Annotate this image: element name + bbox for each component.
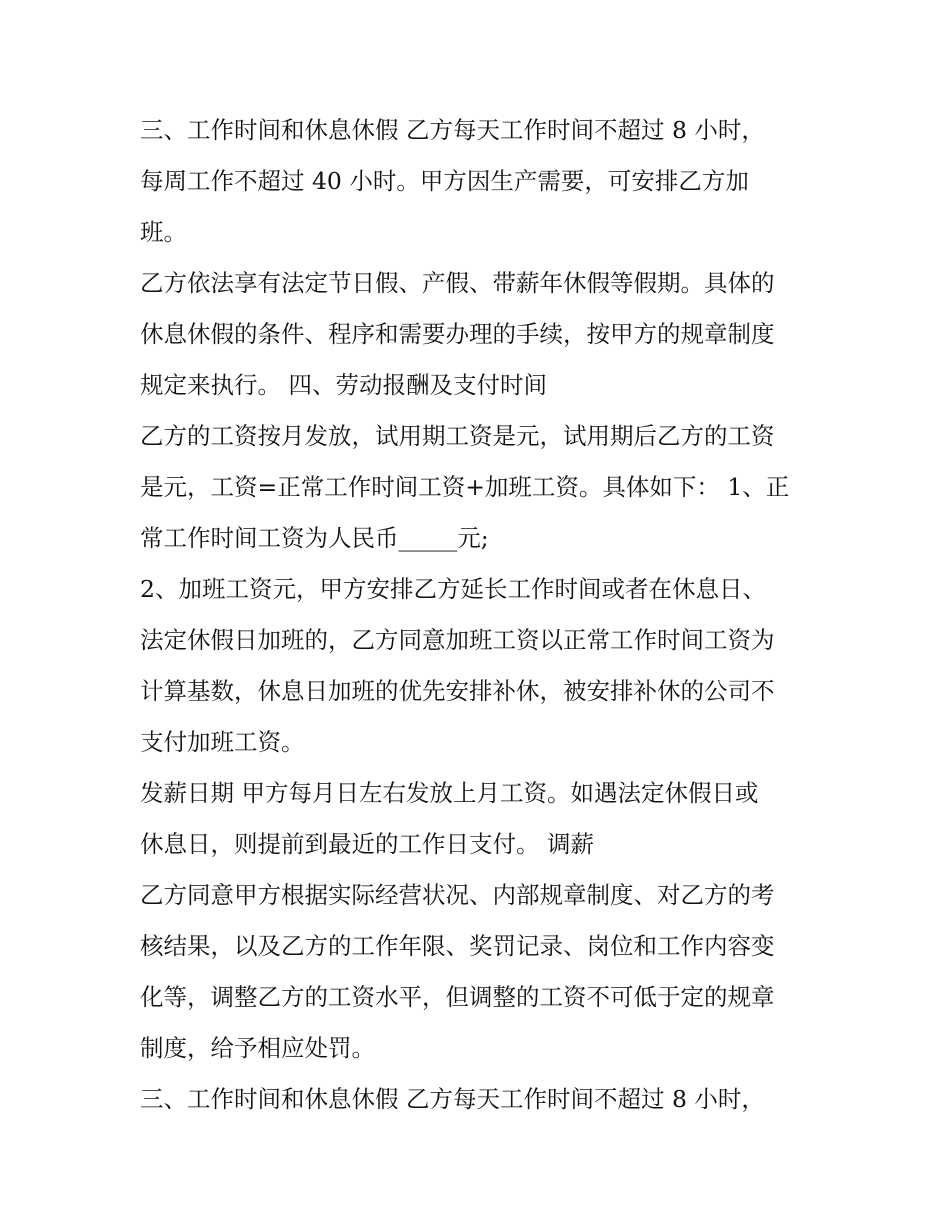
text-line: 每周工作不超过 40 小时。甲方因生产需要，可安排乙方加 bbox=[140, 167, 749, 195]
text-line: 乙方依法享有法定节日假、产假、带薪年休假等假期。具体的 bbox=[140, 269, 775, 297]
text-line: 制度，给予相应处罚。 bbox=[140, 1034, 375, 1062]
text-line: 三、工作时间和休息休假 乙方每天工作时间不超过 8 小时， bbox=[140, 1085, 765, 1113]
text-line: 乙方同意甲方根据实际经营状况、内部规章制度、对乙方的考 bbox=[140, 881, 775, 909]
text-line: 2、加班工资元，甲方安排乙方延长工作时间或者在休息日、 bbox=[140, 575, 766, 603]
text-line: 法定休假日加班的，乙方同意加班工资以正常工作时间工资为 bbox=[140, 626, 775, 654]
text-line: 班。 bbox=[140, 218, 187, 246]
text-line: 规定来执行。 四、劳动报酬及支付时间 bbox=[140, 371, 547, 399]
text-line: 三、工作时间和休息休假 乙方每天工作时间不超过 8 小时， bbox=[140, 116, 765, 144]
text-line: 休息日，则提前到最近的工作日支付。 调薪 bbox=[140, 830, 594, 858]
text-line: 常工作时间工资为人民币_____元; bbox=[140, 524, 489, 552]
text-line: 支付加班工资。 bbox=[140, 728, 305, 756]
text-line: 是元，工资=正常工作时间工资+加班工资。具体如下： 1、正 bbox=[140, 473, 790, 501]
text-line: 核结果，以及乙方的工作年限、奖罚记录、岗位和工作内容变 bbox=[140, 932, 775, 960]
text-line: 计算基数，休息日加班的优先安排补休，被安排补休的公司不 bbox=[140, 677, 775, 705]
text-line: 休息休假的条件、程序和需要办理的手续，按甲方的规章制度 bbox=[140, 320, 775, 348]
text-line: 发薪日期 甲方每月日左右发放上月工资。如遇法定休假日或 bbox=[140, 779, 759, 807]
text-line: 化等，调整乙方的工资水平，但调整的工资不可低于定的规章 bbox=[140, 983, 775, 1011]
text-line: 乙方的工资按月发放，试用期工资是元，试用期后乙方的工资 bbox=[140, 422, 775, 450]
